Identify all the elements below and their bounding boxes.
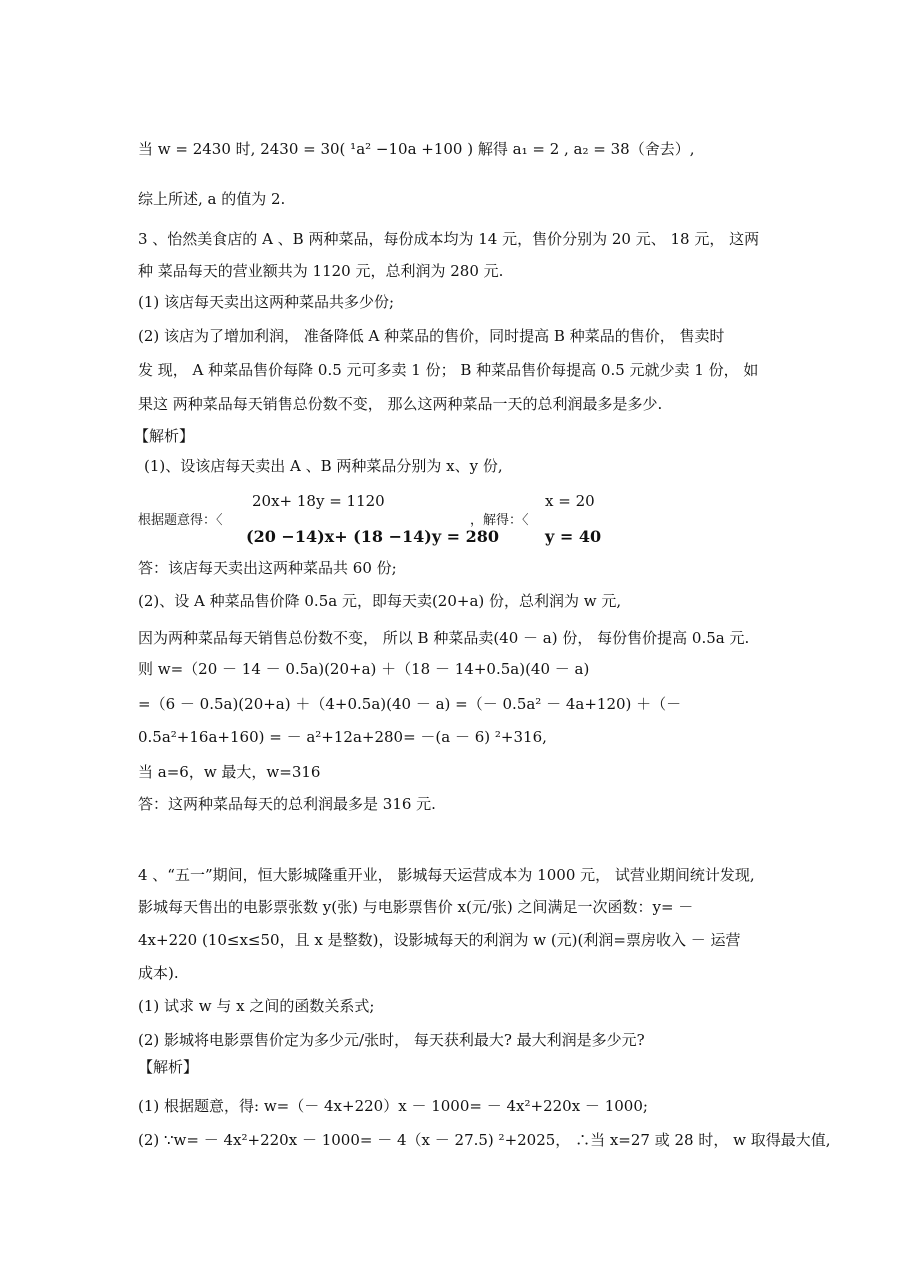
q3-step-7: 当 a=6，w 最大，w=316 — [138, 763, 321, 781]
q3-answer-1: 答：该店每天卖出这两种菜品共 60 份; — [138, 559, 397, 577]
q3-step-5: =（6 － 0.5a)(20+a) ＋（4+0.5a)(40 － a) =（－ 0.5a² － 4a+120) ＋（－ — [138, 695, 682, 713]
q4-step-1: (1) 根据题意，得: w=（－ 4x+220）x － 1000= － 4x²+220x － 1000; — [138, 1097, 648, 1115]
q4-analysis-label: 【解析】 — [138, 1058, 199, 1076]
equation-bottom: (20 −14)x+ (18 −14)y = 280 — [246, 527, 500, 546]
q4-line-5: (1) 试求 w 与 x 之间的函数关系式; — [138, 997, 375, 1015]
q3-line-1: 3 、怡然美食店的 A 、B 两种菜品，每份成本均为 14 元，售价分别为 20 元、 18 元， 这两 — [138, 230, 760, 248]
q3-step-4: 则 w=（20 － 14 － 0.5a)(20+a) ＋（18 － 14+0.5a)(40 － a) — [138, 660, 590, 678]
q3-analysis-label: 【解析】 — [134, 427, 195, 445]
q4-line-2: 影城每天售出的电影票张数 y(张) 与电影票售价 x(元/张) 之间满足一次函数：y= － — [138, 898, 694, 916]
line-w-2430: 当 w = 2430 时, 2430 = 30( ¹a² −10a +100 ) 解得 a₁ = 2 , a₂ = 38（舍去）, — [138, 140, 695, 158]
line-conclusion: 综上所述, a 的值为 2. — [138, 190, 286, 208]
q4-line-6: (2) 影城将电影票售价定为多少元/张时， 每天获利最大? 最大利润是多少元? — [138, 1031, 645, 1049]
solution-label: ，解得：〈 — [470, 513, 529, 528]
q3-line-2: 种 菜品每天的营业额共为 1120 元，总利润为 280 元. — [138, 262, 504, 280]
q3-line-6: 果这 两种菜品每天销售总份数不变， 那么这两种菜品一天的总利润最多是多少. — [138, 395, 663, 413]
solution-bottom: y = 40 — [545, 527, 602, 546]
q3-line-5: 发 现， A 种菜品售价每降 0.5 元可多卖 1 份； B 种菜品售价每提高 0.5 元就少卖 1 份， 如 — [138, 361, 759, 379]
q3-answer-2: 答：这两种菜品每天的总利润最多是 316 元. — [138, 795, 436, 813]
q3-line-3: (1) 该店每天卖出这两种菜品共多少份; — [138, 293, 395, 311]
q3-step-3: 因为两种菜品每天销售总份数不变， 所以 B 种菜品卖(40 － a) 份， 每份售价提高 0.5a 元. — [138, 629, 750, 647]
q3-step-1: (1)、设该店每天卖出 A 、B 两种菜品分别为 x、y 份, — [144, 457, 503, 475]
solution-top: x = 20 — [545, 492, 595, 510]
q4-line-1: 4 、“五一”期间，恒大影城隆重开业， 影城每天运营成本为 1000 元， 试营业期间统计发现, — [138, 866, 755, 884]
q3-step-2: (2)、设 A 种菜品售价降 0.5a 元，即每天卖(20+a) 份，总利润为 w 元, — [138, 592, 622, 610]
equation-label: 根据题意得：〈 — [138, 513, 223, 528]
q4-line-3: 4x+220 (10≤x≤50，且 x 是整数)，设影城每天的利润为 w (元)(利润=票房收入 － 运营 — [138, 931, 741, 949]
equation-top: 20x+ 18y = 1120 — [252, 492, 385, 510]
q4-line-4: 成本). — [138, 964, 179, 982]
q3-line-4: (2) 该店为了增加利润， 准备降低 A 种菜品的售价，同时提高 B 种菜品的售价， 售卖时 — [138, 327, 725, 345]
q3-step-6: 0.5a²+16a+160) = － a²+12a+280= －(a － 6) ²+316, — [138, 728, 547, 746]
q4-step-2: (2) ∵w= － 4x²+220x － 1000= － 4（x － 27.5) ²+2025， ∴当 x=27 或 28 时， w 取得最大值, — [138, 1131, 831, 1149]
